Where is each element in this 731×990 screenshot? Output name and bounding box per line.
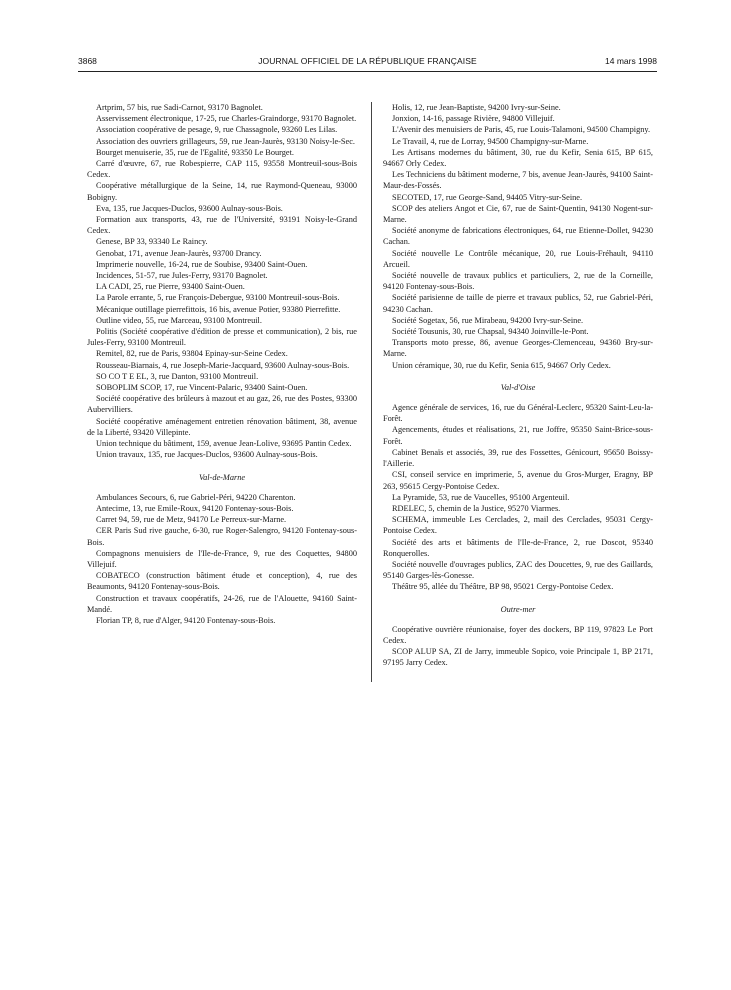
directory-entry: Agence générale de services, 16, rue du Général-Leclerc, 95320 Saint-Leu-la-Forêt. bbox=[383, 403, 653, 424]
directory-entry: Coopérative ouvrière réunionaise, foyer des dockers, BP 119, 97823 Le Port Cedex. bbox=[383, 624, 653, 645]
section-heading-val-de-marne: Val-de-Marne bbox=[198, 472, 246, 482]
directory-entry: SO CO T E EL, 3, rue Danton, 93100 Montreuil. bbox=[96, 371, 259, 381]
directory-entry: Florian TP, 8, rue d'Alger, 94120 Fontenay-sous-Bois. bbox=[96, 615, 276, 625]
directory-entry: Société Tousunis, 30, rue Chapsal, 94340 Joinville-le-Pont. bbox=[392, 327, 589, 337]
left-column bbox=[87, 102, 357, 626]
section-heading-val-d-oise: Val-d'Oise bbox=[500, 382, 536, 392]
directory-entry: SOBOPLIM SCOP, 17, rue Vincent-Palaric, 93400 Saint-Ouen. bbox=[96, 383, 308, 393]
directory-entry: L'Avenir des menuisiers de Paris, 45, rue Louis-Talamoni, 94500 Champigny. bbox=[392, 125, 651, 135]
directory-entry: Carré d'œuvre, 67, rue Robespierre, CAP 115, 93558 Montreuil-sous-Bois Cedex. bbox=[87, 159, 357, 180]
directory-entry: Compagnons menuisiers de l'Ile-de-France, 9, rue des Coquettes, 94800 Villejuif. bbox=[87, 548, 357, 569]
directory-entry: SCHEMA, immeuble Les Cerclades, 2, mail des Cerclades, 95031 Cergy-Pontoise Cedex. bbox=[383, 515, 653, 536]
header-rule bbox=[78, 71, 657, 72]
directory-entry: Construction et travaux coopératifs, 24-26, rue de l'Alouette, 94160 Saint-Mandé. bbox=[87, 593, 357, 614]
directory-entry: SCOP ALUP SA, ZI de Jarry, immeuble Sopico, voie Principale 1, BP 2171, 97195 Jarry Cedex. bbox=[383, 647, 653, 668]
directory-entry: Société anonyme de fabrications électroniques, 64, rue Etienne-Dollet, 94230 Cachan. bbox=[383, 226, 653, 247]
entry-list-seine-saint-denis bbox=[87, 102, 357, 461]
directory-entry: Société nouvelle de travaux publics et particuliers, 2, rue de la Corneille, 94120 Fontenay-sous-Bois. bbox=[383, 271, 653, 292]
entry-list-val-d-oise bbox=[383, 402, 653, 592]
directory-entry: Eva, 135, rue Jacques-Duclos, 93600 Aulnay-sous-Bois. bbox=[96, 203, 283, 213]
directory-entry: Association coopérative de pesage, 9, rue Chassagnole, 93260 Les Lilas. bbox=[96, 125, 338, 135]
directory-entry: CER Paris Sud rive gauche, 6-30, rue Roger-Salengro, 94120 Fontenay-sous-Bois. bbox=[87, 526, 357, 547]
issue-date: 14 mars 1998 bbox=[605, 56, 657, 66]
directory-entry: Genobat, 171, avenue Jean-Jaurès, 93700 Drancy. bbox=[96, 248, 262, 258]
directory-entry: Société nouvelle Le Contrôle mécanique, 20, rue Louis-Fréhault, 94110 Arcueil. bbox=[383, 248, 653, 269]
directory-entry: CSI, conseil service en imprimerie, 5, avenue du Gros-Murger, Eragny, BP 263, 95615 Cergy-Pontoise Cedex. bbox=[383, 470, 653, 491]
directory-entry: Rousseau-Biarnais, 4, rue Joseph-Marie-Jacquard, 93600 Aulnay-sous-Bois. bbox=[96, 360, 350, 370]
directory-entry: Ambulances Secours, 6, rue Gabriel-Péri, 94220 Charenton. bbox=[96, 492, 296, 502]
directory-entry: La Pyramide, 53, rue de Vaucelles, 95100 Argenteuil. bbox=[392, 492, 570, 502]
entry-list-val-de-marne bbox=[87, 492, 357, 626]
directory-entry: COBATECO (construction bâtiment étude et conception), 4, rue des Beaumonts, 94120 Fontenay-sous-Bois. bbox=[87, 571, 357, 592]
directory-entry: Union travaux, 135, rue Jacques-Duclos, 93600 Aulnay-sous-Bois. bbox=[96, 450, 318, 460]
entry-list-val-de-marne-continued bbox=[383, 102, 653, 371]
journal-title: JOURNAL OFFICIEL DE LA RÉPUBLIQUE FRANÇAISE bbox=[258, 56, 477, 66]
right-column bbox=[383, 102, 653, 669]
directory-entry: Théâtre 95, allée du Théâtre, BP 98, 95021 Cergy-Pontoise Cedex. bbox=[392, 582, 614, 592]
directory-entry: Société Sogetax, 56, rue Mirabeau, 94200 Ivry-sur-Seine. bbox=[392, 315, 584, 325]
directory-entry: Genese, BP 33, 93340 Le Raincy. bbox=[96, 237, 208, 247]
directory-entry: Bourget menuiserie, 35, rue de l'Egalité, 93350 Le Bourget. bbox=[96, 147, 294, 157]
directory-entry: SECOTED, 17, rue George-Sand, 94405 Vitry-sur-Seine. bbox=[392, 192, 583, 202]
directory-entry: Société coopérative aménagement entretien rénovation bâtiment, 38, avenue de la Liberté, 93420 Villepinte. bbox=[87, 416, 357, 437]
entry-list-outre-mer bbox=[383, 624, 653, 669]
directory-entry: Société parisienne de taille de pierre et travaux publics, 52, rue Gabriel-Péri, 94230 Cachan. bbox=[383, 293, 653, 314]
directory-entry: Asservissement électronique, 17-25, rue Charles-Graindorge, 93170 Bagnolet. bbox=[96, 114, 357, 124]
directory-entry: Antecime, 13, rue Emile-Roux, 94120 Fontenay-sous-Bois. bbox=[96, 503, 294, 513]
directory-entry: Politis (Société coopérative d'édition de presse et communication), 2 bis, rue Jules-Ferry, 93100 Montreuil. bbox=[87, 327, 357, 348]
directory-entry: Le Travail, 4, rue de Lorray, 94500 Champigny-sur-Marne. bbox=[392, 136, 589, 146]
directory-entry: Les Techniciens du bâtiment moderne, 7 bis, avenue Jean-Jaurès, 94100 Saint-Maur-des-Fossés. bbox=[383, 170, 653, 191]
directory-entry: Holis, 12, rue Jean-Baptiste, 94200 Ivry-sur-Seine. bbox=[392, 103, 561, 112]
page-number: 3868 bbox=[78, 56, 97, 66]
directory-entry: La Parole errante, 5, rue François-Debergue, 93100 Montreuil-sous-Bois. bbox=[96, 293, 340, 303]
directory-entry: Carret 94, 59, rue de Metz, 94170 Le Perreux-sur-Marne. bbox=[96, 515, 287, 525]
section-heading-outre-mer: Outre-mer bbox=[500, 604, 536, 614]
column-divider bbox=[371, 102, 372, 682]
directory-entry: Les Artisans modernes du bâtiment, 30, rue du Kefir, Senia 615, BP 615, 94667 Orly Cedex. bbox=[383, 147, 653, 169]
directory-entry: Société des arts et bâtiments de l'Ile-de-France, 2, rue Doscot, 95340 Ronquerolles. bbox=[383, 537, 653, 558]
directory-entry: Société nouvelle d'ouvrages publics, ZAC des Doucettes, 9, rue des Gaillards, 95140 Garges-lès-Gonesse. bbox=[383, 559, 653, 581]
directory-entry: Artprim, 57 bis, rue Sadi-Carnot, 93170 Bagnolet. bbox=[96, 103, 263, 112]
directory-entry: Coopérative métallurgique de la Seine, 14, rue Raymond-Queneau, 93000 Bobigny. bbox=[87, 181, 357, 202]
directory-entry: Remitel, 82, rue de Paris, 93804 Epinay-sur-Seine Cedex. bbox=[96, 349, 288, 359]
directory-entry: Union technique du bâtiment, 159, avenue Jean-Lolive, 93695 Pantin Cedex. bbox=[96, 439, 352, 449]
page-header bbox=[78, 56, 657, 72]
directory-entry: Association des ouvriers grillageurs, 59, rue Jean-Jaurès, 93130 Noisy-le-Sec. bbox=[96, 136, 355, 146]
directory-entry: Cabinet Benaïs et associés, 39, rue des Fossettes, Génicourt, 95650 Boissy-l'Aillerie. bbox=[383, 447, 653, 469]
directory-entry: RDELEC, 5, chemin de la Justice, 95270 Viarmes. bbox=[392, 503, 561, 513]
directory-entry: Formation aux transports, 43, rue de l'Université, 93191 Noisy-le-Grand Cedex. bbox=[87, 215, 357, 236]
directory-entry: Jonxion, 14-16, passage Rivière, 94800 Villejuif. bbox=[392, 114, 555, 124]
directory-entry: Agencements, études et réalisations, 21, rue Joffre, 95350 Saint-Brice-sous-Forêt. bbox=[383, 425, 653, 446]
directory-entry: LA CADI, 25, rue Pierre, 93400 Saint-Ouen. bbox=[96, 282, 245, 292]
directory-entry: Société coopérative des brûleurs à mazout et au gaz, 26, rue des Postes, 93300 Aubervilliers. bbox=[87, 394, 357, 415]
directory-entry: Mécanique outillage pierrefittois, 16 bis, avenue Potier, 93380 Pierrefitte. bbox=[96, 304, 341, 314]
directory-entry: SCOP des ateliers Angot et Cie, 67, rue de Saint-Quentin, 94130 Nogent-sur-Marne. bbox=[383, 203, 653, 225]
directory-entry: Imprimerie nouvelle, 16-24, rue de Soubise, 93400 Saint-Ouen. bbox=[96, 259, 308, 269]
directory-entry: Incidences, 51-57, rue Jules-Ferry, 93170 Bagnolet. bbox=[96, 271, 268, 281]
directory-entry: Transports moto presse, 86, avenue Georges-Clemenceau, 94360 Bry-sur-Marne. bbox=[383, 338, 653, 359]
directory-entry: Union céramique, 30, rue du Kefir, Senia 615, 94667 Orly Cedex. bbox=[392, 360, 611, 370]
directory-entry: Outline video, 55, rue Marceau, 93100 Montreuil. bbox=[96, 315, 262, 325]
